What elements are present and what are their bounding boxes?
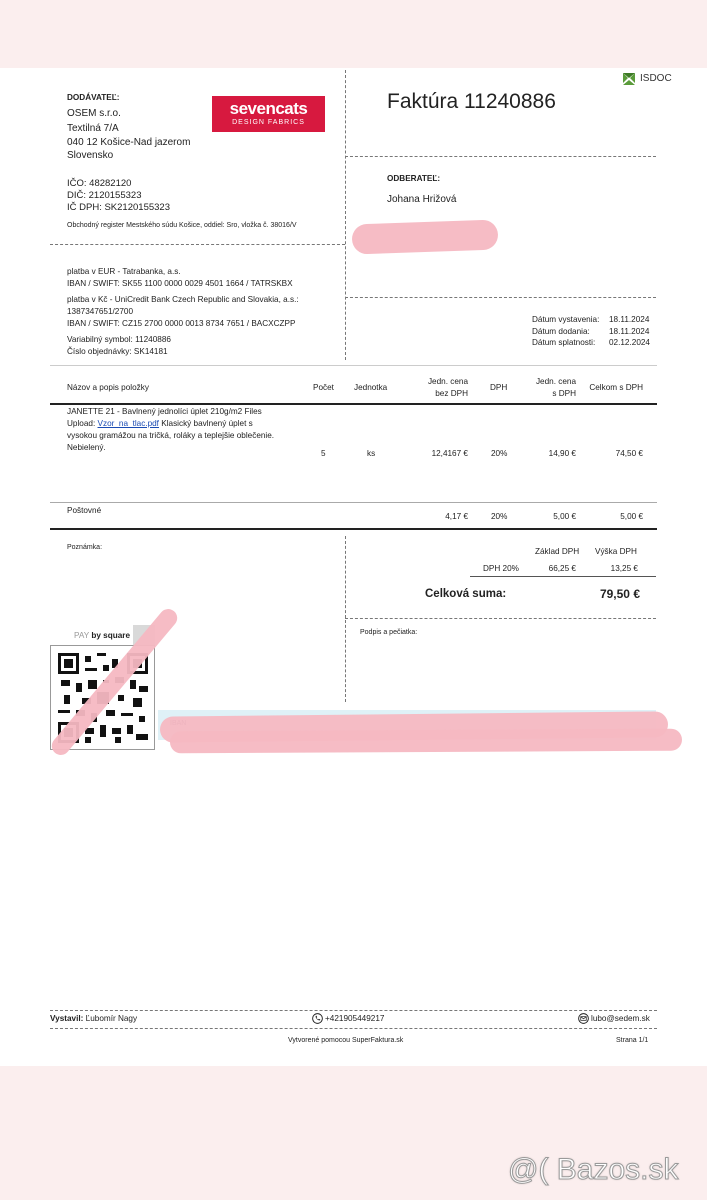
- date-due-value: 02.12.2024: [609, 338, 650, 347]
- table-top-line: [50, 365, 657, 366]
- item1-vat: 20%: [491, 449, 508, 458]
- col-header-qty: Počet: [313, 383, 334, 392]
- pay-text: PAY: [74, 631, 90, 640]
- table-bottom-line: [50, 528, 657, 530]
- item2-total: 5,00 €: [620, 512, 643, 521]
- logo-main-text: sevencats: [229, 99, 308, 118]
- item1-unit-price: 12,4167 €: [431, 449, 468, 458]
- col-header-total: Celkom s DPH: [589, 383, 643, 392]
- item2-vat: 20%: [491, 512, 508, 521]
- item1-line1: JANETTE 21 - Bavlnený jednolíci úplet 210g/m2 Files: [67, 407, 262, 416]
- email-icon: [578, 1013, 589, 1024]
- paybysquare-label: [74, 631, 130, 640]
- item1-line4: Nebielený.: [67, 443, 106, 452]
- supplier-name: OSEM s.r.o.: [67, 108, 121, 119]
- row-separator: [50, 502, 657, 503]
- date-delivery-label: Dátum dodania:: [532, 327, 590, 336]
- supplier-city: 040 12 Košice-Nad jazerom: [67, 137, 191, 148]
- created-with: Vytvorené pomocou SuperFaktura.sk: [288, 1037, 404, 1044]
- col-header-unit-price-2: bez DPH: [435, 389, 468, 398]
- bank-czk-line: platba v Kč - UniCredit Bank Czech Republic and Slovakia, a.s.:: [67, 295, 299, 304]
- supplier-ico: IČO: 48282120: [67, 178, 132, 189]
- item1-line2: [67, 419, 253, 428]
- footer-divider: [345, 536, 346, 702]
- header-divider: [345, 70, 346, 360]
- vat-amount: 13,25 €: [610, 564, 638, 573]
- item1-unit-price-vat: 14,90 €: [548, 449, 576, 458]
- phone-icon: [312, 1013, 323, 1024]
- issued-by-label: Vystavil:: [50, 1014, 84, 1023]
- bank-eur-iban: IBAN / SWIFT: SK55 1100 0000 0029 4501 1664 / TATRSKBX: [67, 279, 293, 288]
- footer-top-line: [50, 1010, 657, 1011]
- item1-total: 74,50 €: [615, 449, 643, 458]
- item2-name: Poštovné: [67, 506, 102, 515]
- order-number: Číslo objednávky: SK14181: [67, 347, 168, 356]
- col-header-vat: DPH: [490, 383, 508, 392]
- email-address: lubo@sedem.sk: [591, 1014, 650, 1023]
- item2-unit-price: 4,17 €: [445, 512, 468, 521]
- isdoc-label: ISDOC: [640, 73, 672, 84]
- bazos-watermark: @( Bazos.sk: [508, 1153, 679, 1186]
- issued-by-name: Ľubomír Nagy: [85, 1014, 138, 1023]
- item2-unit-price-vat: 5,00 €: [553, 512, 576, 521]
- table-header-line: [50, 403, 657, 405]
- item1-line2-rest: Klasický bavlnený úplet s: [161, 419, 253, 428]
- customer-name: Johana Hrižová: [387, 194, 457, 205]
- variable-symbol: Variabilný symbol: 11240886: [67, 335, 171, 344]
- item1-qty: 5: [321, 449, 326, 458]
- item1-unit: ks: [367, 449, 376, 458]
- vat-base-header: Základ DPH: [535, 547, 580, 556]
- vat-rate: DPH 20%: [483, 564, 519, 573]
- signature-label: Podpis a pečiatka:: [360, 629, 418, 636]
- supplier-bank-separator: [50, 244, 345, 245]
- invoice-title: Faktúra 11240886: [387, 90, 556, 113]
- date-issued-value: 18.11.2024: [609, 315, 650, 324]
- page-number: Strana 1/1: [616, 1037, 649, 1044]
- supplier-register: Obchodný register Mestského súdu Košice, oddiel: Sro, vložka č. 38016/V: [67, 222, 297, 229]
- col-header-unit-price-1: Jedn. cena: [427, 377, 468, 386]
- supplier-icdph: IČ DPH: SK2120155323: [67, 202, 170, 213]
- bank-czk-account: 1387347651/2700: [67, 307, 134, 316]
- bank-czk-iban: IBAN / SWIFT: CZ15 2700 0000 0013 8734 7651 / BACXCZPP: [67, 319, 296, 328]
- supplier-dic: DIČ: 2120155323: [67, 190, 142, 201]
- footer-middle-line: [50, 1028, 657, 1029]
- item1-upload-label: Upload:: [67, 419, 96, 428]
- vat-base: 66,25 €: [548, 564, 576, 573]
- supplier-street: Textilná 7/A: [67, 123, 119, 134]
- customer-dates-separator: [345, 297, 656, 298]
- item1-line3: vysokou gramážou na tričká, roláky a teplejšie oblečenie.: [67, 431, 275, 440]
- date-issued-label: Dátum vystavenia:: [532, 315, 600, 324]
- supplier-country: Slovensko: [67, 150, 114, 161]
- date-delivery-value: 18.11.2024: [609, 327, 650, 336]
- bank-eur-line: platba v EUR - Tatrabanka, a.s.: [67, 267, 181, 276]
- logo-sub-text: DESIGN FABRICS: [232, 119, 305, 126]
- customer-heading: ODBERATEĽ:: [387, 174, 441, 183]
- vat-amount-header: Výška DPH: [595, 547, 637, 556]
- grand-total-value: 79,50 €: [599, 587, 640, 601]
- total-signature-separator: [345, 618, 656, 619]
- supplier-heading: DODÁVATEĽ:: [67, 93, 120, 102]
- company-logo: [212, 96, 325, 132]
- col-header-unit-price-vat-2: s DPH: [552, 389, 576, 398]
- phone-number: +421905449217: [325, 1014, 385, 1023]
- issued-by: [50, 1014, 137, 1023]
- by-square-text: by square: [91, 631, 130, 640]
- col-header-name: Názov a popis položky: [67, 383, 149, 392]
- grand-total-label: Celková suma:: [425, 588, 507, 600]
- col-header-unit-price-vat-1: Jedn. cena: [535, 377, 576, 386]
- redacted-iban-2: [170, 729, 682, 754]
- invoice-page: [0, 68, 707, 1066]
- note-label: Poznámka:: [67, 544, 103, 551]
- col-header-unit: Jednotka: [354, 383, 388, 392]
- isdoc-icon: [622, 72, 636, 86]
- item1-upload-link[interactable]: Vzor_na_tlac.pdf: [97, 419, 159, 428]
- vat-summary-line: [470, 576, 656, 577]
- redacted-customer-address: [352, 219, 499, 254]
- date-due-label: Dátum splatnosti:: [532, 338, 596, 347]
- title-underline: [345, 156, 656, 157]
